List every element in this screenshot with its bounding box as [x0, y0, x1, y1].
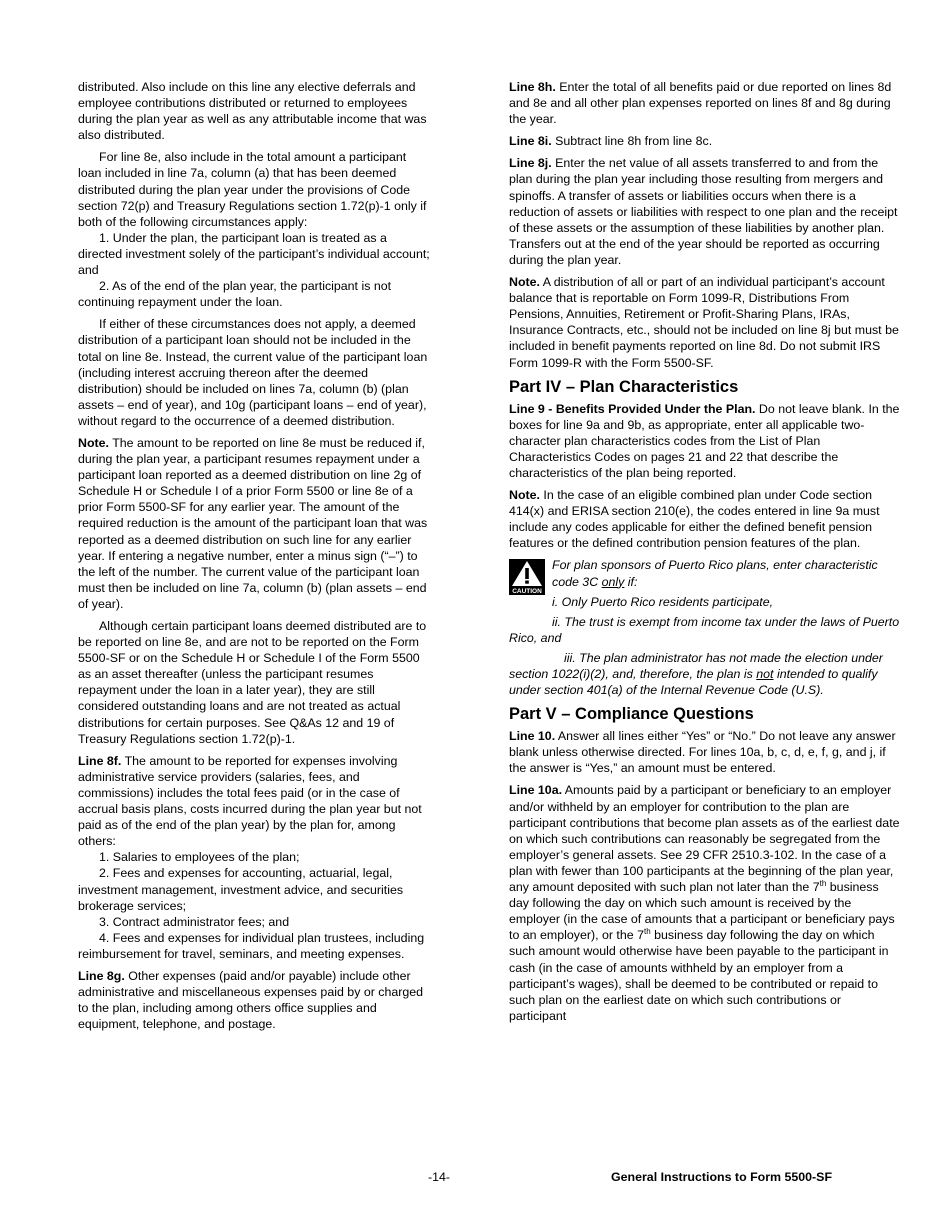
caution-icon	[509, 559, 545, 595]
line-label: Line 8h.	[509, 80, 556, 94]
paragraph: If either of these circumstances does not apply, a deemed distribution of a participant loan should not be included in the total on line 8e. Instead, the current value of the participant loan (including interest accruing thereon after the deemed distribution) should be included on lines 7a, column (b) (plan assets – end of year), and 10g (participant loans – end of year), without regard to the occurrence of a deemed distribution.	[78, 317, 428, 428]
line-8f-paragraph: Line 8f. The amount to be reported for expenses involving administrative service providers (salaries, fees, and commissions) includes the total fees paid (or in the case of accrual basis plans, costs incurred during the plan year but not paid as of the end of the plan year) by the plan for, among others:	[78, 753, 422, 849]
line-8j-paragraph: Line 8j. Enter the net value of all assets transferred to and from the plan during the plan year including those resulting from mergers and spinoffs. A transfer of assets or liabilities occurs when there is a reduction of assets or liabilities with respect to one plan and the receipt of these assets or the assumption of these liabilities by another plan. Transfers out at the end of the year should be reported as occurring during the plan year.	[509, 156, 898, 267]
left-column	[78, 79, 430, 1038]
caution-item: iii. The plan administrator has not made the election under section 1022(i)(2), and, therefore, the plan is not intended to qualify under section 401(a) of the Internal Revenue Code (U.S).	[509, 650, 883, 698]
line-label: Line 10a.	[509, 783, 563, 798]
line-8h-paragraph: Line 8h. Enter the total of all benefits paid or due reported on lines 8d and 8e and all other plan expenses reported on lines 8f and 8g during the year.	[509, 80, 892, 127]
part-iv-heading: Part IV – Plan Characteristics	[509, 377, 739, 396]
caution-item: ii. The trust is exempt from income tax under the laws of Puerto Rico, and	[509, 614, 900, 645]
line-label: Line 9 - Benefits Provided Under the Plan.	[509, 401, 756, 416]
line-label: Line 8j.	[509, 156, 552, 171]
line-8g-paragraph: Line 8g. Other expenses (paid and/or payable) include other administrative and miscellaneous expenses paid by or charged to the plan, including among others office supplies and equipment, telephone, and postage.	[78, 968, 424, 1032]
list-item: 3. Contract administrator fees; and	[99, 914, 290, 929]
note-paragraph: Note. In the case of an eligible combined plan under Code section 414(x) and ERISA section 210(e), the codes entered in line 9a must include any codes applicable for either the defined benefit pension features or the defined contribution pension features of the plan.	[509, 488, 880, 551]
line-9-paragraph: Line 9 - Benefits Provided Under the Plan. Do not leave blank. In the boxes for line 9a and 9b, as appropriate, enter all applicable two-character plan characteristics codes from the List of Plan Characteristics Codes on pages 21 and 22 that describe the characteristics of the plan being reported.	[509, 401, 900, 480]
list-item: 1. Salaries to employees of the plan;	[99, 850, 300, 865]
paragraph: For line 8e, also include in the total amount a participant loan included in line 7a, column (a) that has been deemed distributed during the plan year under the provisions of Code section 72(p) and Treasury Regulations section 1.72(p)-1 only if both of the following circumstances apply:	[78, 150, 427, 229]
line-label: Line 8i.	[509, 134, 552, 149]
line-10-paragraph: Line 10. Answer all lines either “Yes” or “No.” Do not leave any answer blank unless otherwise directed. For lines 10a, b, c, d, e, f, g, and j, if the answer is “Yes,” an amount must be entered.	[509, 729, 896, 776]
line-label: Line 8g.	[78, 968, 125, 983]
note-paragraph: Note. A distribution of all or part of an individual participant’s account balance that is reportable on Form 1099-R, Distributions From Pensions, Annuities, Retirement or Profit-Sharing Plans, IRAs, Insurance Contracts, etc., should not be included on line 8j but must be included in benefit payments reported on line 8d. Do not submit IRS Form 1099-R with the Form 5500-SF.	[509, 275, 899, 370]
line-label: Line 10.	[509, 729, 556, 744]
note-label: Note.	[509, 488, 540, 503]
line-label: Line 8f.	[78, 753, 122, 768]
page-number: -14-	[428, 1170, 451, 1184]
caution-text: For plan sponsors of Puerto Rico plans, enter characteristic code 3C only if:	[552, 558, 878, 589]
list-item: 1. Under the plan, the participant loan is treated as a directed investment solely of the participant’s individual account; and	[78, 230, 430, 278]
list-item: 4. Fees and expenses for individual plan trustees, including reimbursement for travel, seminars, and meeting expenses.	[78, 930, 425, 961]
caution-box	[509, 557, 901, 698]
list-item: 2. As of the end of the plan year, the participant is not continuing repayment under the loan.	[78, 279, 392, 310]
list-item: 2. Fees and expenses for accounting, actuarial, legal, investment management, investment advice, and securities brokerage services;	[78, 866, 404, 913]
right-column	[509, 79, 901, 1030]
caution-icon-label: CAUTION	[512, 588, 542, 596]
part-v-heading: Part V – Compliance Questions	[509, 705, 754, 724]
paragraph: distributed. Also include on this line any elective deferrals and employee contributions distributed or returned to employees during the plan year as well as any attributable income that was also distributed.	[78, 80, 427, 143]
footer-title: General Instructions to Form 5500-SF	[611, 1170, 833, 1184]
paragraph: Although certain participant loans deemed distributed are to be reported on line 8e, and are not to be reported on the Form 5500-SF or on the Schedule H or Schedule I of the Form 5500 as an asset thereafter (unless the participant resumes repayment under the loan in a later year), they are still considered outstanding loans and are not treated as actual distributions for certain purposes. See Q&As 12 and 19 of Treasury Regulations section 1.72(p)-1.	[78, 619, 427, 746]
line-8i-paragraph: Line 8i. Subtract line 8h from line 8c.	[509, 134, 713, 149]
note-label: Note.	[78, 435, 109, 450]
caution-item: i. Only Puerto Rico residents participate,	[552, 594, 774, 609]
note-paragraph: Note. The amount to be reported on line 8e must be reduced if, during the plan year, a participant resumes repayment under a participant loan reported as a deemed distribution on line 2g of Schedule H or Schedule I of a prior Form 5500 or line 8e of a prior Form 5500-SF for any earlier year. The amount of the required reduction is the amount of the participant loan that was reported as a deemed distribution on such line for any earlier year. If entering a negative number, enter a minus sign (“–”) to the left of the number. The current value of the participant loan must then be included on line 7a, column (b) (plan assets – end of year).	[78, 435, 428, 611]
note-label: Note.	[509, 275, 540, 290]
line-10a-paragraph: Line 10a. Amounts paid by a participant or beneficiary to an employer and/or withheld by an employer for contribution to the plan are participant contributions that become plan assets as of the earliest date on which such contributions can reasonably be segregated from the employer’s general assets. See 29 CFR 2510.3-102. In the case of a plan with fewer than 100 participants at the beginning of the plan year, any amount deposited with such plan not later than the 7th business day following the day on which such amount is received by the employer (in the case of amounts that a participant or beneficiary pays to an employer), or the 7th business day following the day on which such amount would otherwise have been payable to the participant in cash (in the case of amounts withheld by an employer from a participant’s wages), shall be deemed to be contributed or repaid to such plan on the earliest date on which such contributions or participant	[509, 783, 900, 1023]
